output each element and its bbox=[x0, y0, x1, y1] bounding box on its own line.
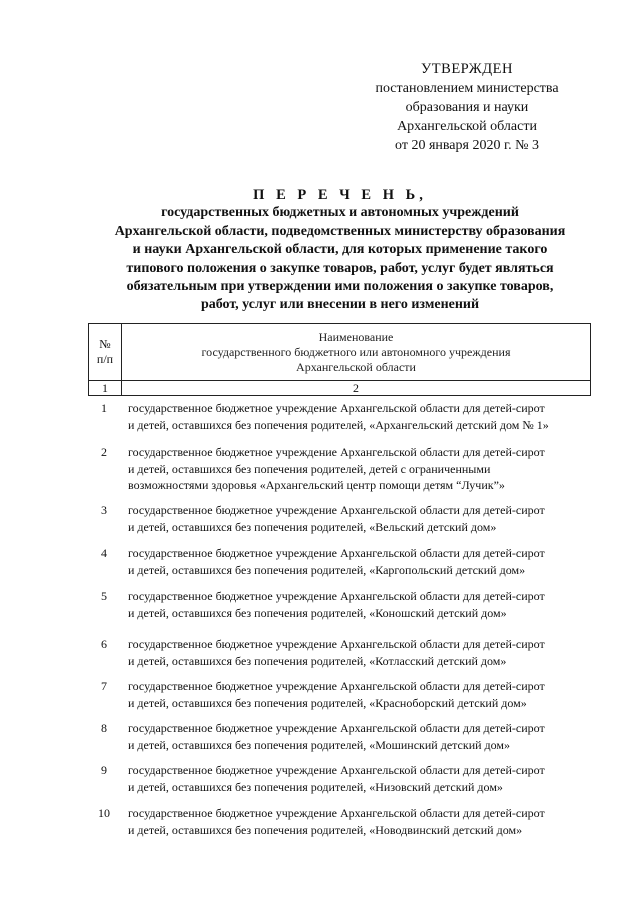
column-header-name-line: государственного бюджетного или автономного учреждения bbox=[201, 344, 511, 359]
item-text bbox=[128, 678, 588, 711]
approval-line: образования и науки bbox=[405, 100, 529, 115]
item-text-line: государственное бюджетное учреждение Архангельской области для детей-сирот bbox=[128, 589, 545, 603]
item-text-line: государственное бюджетное учреждение Архангельской области для детей-сирот bbox=[128, 546, 545, 560]
approval-line: постановлением министерства bbox=[375, 81, 559, 96]
title-line: обязательным при утверждении ими положения о закупке товаров, bbox=[126, 279, 554, 295]
item-text-line: и детей, оставшихся без попечения родителей, детей с ограниченными bbox=[128, 461, 491, 476]
item-text-line: и детей, оставшихся без попечения родителей, «Мошинский детский дом» bbox=[128, 737, 511, 752]
item-text bbox=[128, 400, 588, 433]
item-text-line: и детей, оставшихся без попечения родителей, «Новодвинский детский дом» bbox=[128, 822, 523, 837]
document-title bbox=[80, 186, 600, 315]
item-number: 7 bbox=[101, 679, 107, 693]
item-text-line: государственное бюджетное учреждение Архангельской области для детей-сирот bbox=[128, 401, 545, 415]
item-text-line: и детей, оставшихся без попечения родителей, «Низовский детский дом» bbox=[128, 779, 503, 794]
item-text bbox=[128, 502, 588, 535]
item-text bbox=[128, 545, 588, 578]
column-header-number-line: п/п bbox=[96, 352, 114, 366]
item-number: 1 bbox=[101, 401, 107, 415]
title-line: государственных бюджетных и автономных учреждений bbox=[161, 205, 519, 221]
item-number: 9 bbox=[101, 763, 107, 777]
item-text bbox=[128, 805, 588, 838]
list-table-header bbox=[88, 323, 591, 396]
item-text-line: государственное бюджетное учреждение Архангельской области для детей-сирот bbox=[128, 763, 545, 777]
item-text-line: возможностями здоровья «Архангельский центр помощи детям “Лучик”» bbox=[128, 478, 505, 492]
item-text-line: и детей, оставшихся без попечения родителей, «Котласский детский дом» bbox=[128, 653, 507, 668]
title-line: Архангельской области, подведомственных министерству образования bbox=[114, 223, 566, 239]
item-text-line: и детей, оставшихся без попечения родителей, «Архангельский детский дом № 1» bbox=[128, 417, 549, 432]
column-index-1: 1 bbox=[89, 381, 122, 396]
item-text-line: государственное бюджетное учреждение Архангельской области для детей-сирот bbox=[128, 679, 545, 693]
item-text bbox=[128, 444, 588, 494]
item-text-line: государственное бюджетное учреждение Архангельской области для детей-сирот bbox=[128, 445, 545, 459]
item-text-line: и детей, оставшихся без попечения родителей, «Коношский детский дом» bbox=[128, 605, 507, 620]
item-number: 6 bbox=[101, 637, 107, 651]
item-number: 8 bbox=[101, 721, 107, 735]
item-number: 3 bbox=[101, 503, 107, 517]
approval-date: от 20 января 2020 г. № 3 bbox=[395, 138, 539, 153]
item-number: 10 bbox=[98, 806, 110, 820]
title-line: и науки Архангельской области, для которых применение такого bbox=[132, 242, 548, 258]
column-header-number-line: № bbox=[99, 337, 111, 351]
item-text-line: государственное бюджетное учреждение Архангельской области для детей-сирот bbox=[128, 637, 545, 651]
item-text-line: государственное бюджетное учреждение Архангельской области для детей-сирот bbox=[128, 503, 545, 517]
item-number: 5 bbox=[101, 589, 107, 603]
item-number: 2 bbox=[101, 445, 107, 459]
title-line: работ, услуг или внесении в него изменений bbox=[200, 297, 480, 313]
approval-line: Архангельской области bbox=[397, 119, 537, 134]
approval-heading: УТВЕРЖДЕН bbox=[421, 61, 513, 77]
item-text-line: государственное бюджетное учреждение Архангельской области для детей-сирот bbox=[128, 721, 545, 735]
title-line: типового положения о закупке товаров, работ, услуг будет являться bbox=[126, 260, 554, 276]
column-header-name-line: Наименование bbox=[318, 329, 394, 344]
column-header-name bbox=[122, 324, 591, 381]
column-header-name-line: Архангельской области bbox=[296, 359, 416, 374]
item-text bbox=[128, 762, 588, 795]
title-heading: П Е Р Е Ч Е Н Ь, bbox=[253, 187, 427, 203]
item-text-line: и детей, оставшихся без попечения родителей, «Красноборский детский дом» bbox=[128, 695, 527, 710]
item-text-line: и детей, оставшихся без попечения родителей, «Вельский детский дом» bbox=[128, 519, 497, 534]
item-text-line: и детей, оставшихся без попечения родителей, «Каргопольский детский дом» bbox=[128, 562, 526, 577]
column-index-2: 2 bbox=[122, 381, 591, 396]
approval-block bbox=[352, 60, 582, 155]
item-text bbox=[128, 588, 588, 621]
item-text bbox=[128, 636, 588, 669]
item-text-line: государственное бюджетное учреждение Архангельской области для детей-сирот bbox=[128, 806, 545, 820]
item-text bbox=[128, 720, 588, 753]
column-header-number bbox=[89, 324, 122, 381]
item-number: 4 bbox=[101, 546, 107, 560]
